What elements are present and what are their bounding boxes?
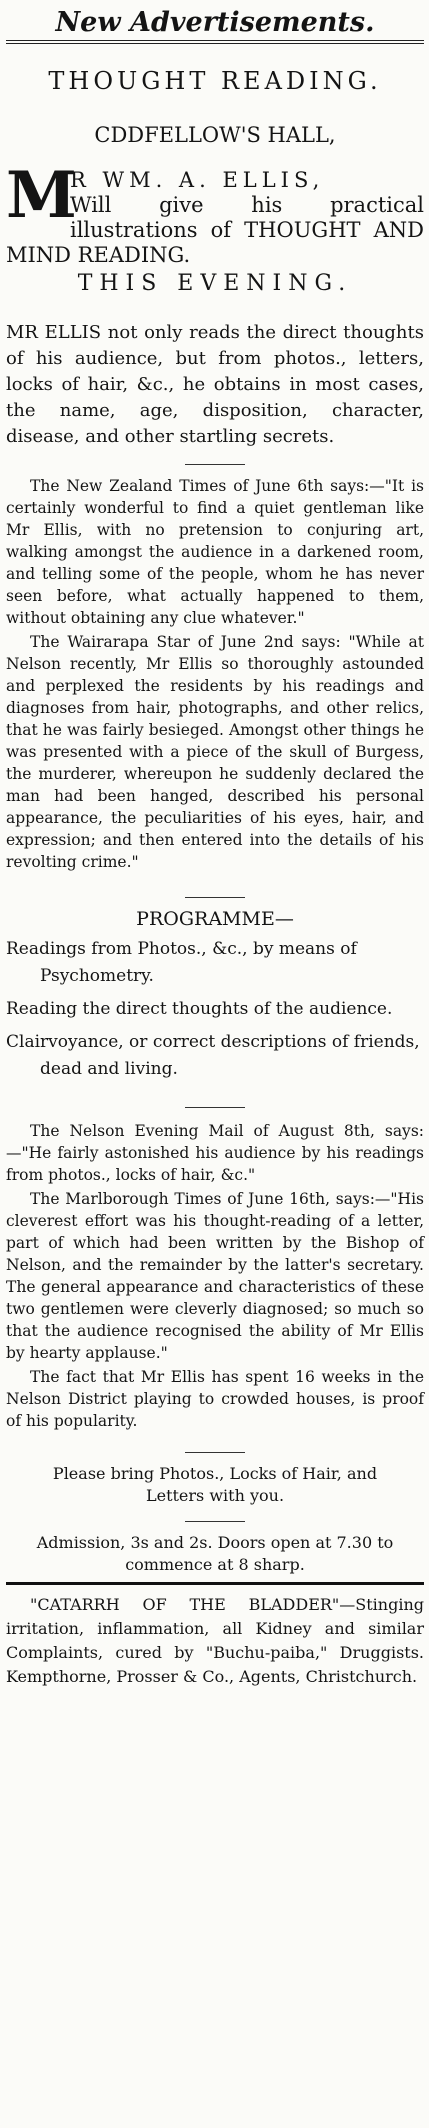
section-title: New Advertisements. xyxy=(55,7,375,38)
ad-intro: MR ELLIS not only reads the direct thoughts of his audience, but from photos., letters, locks of hair, &c., he obtains in most cases, the name, age, disposition, character, disease, and other startling secrets. xyxy=(6,322,424,447)
admission-note: Admission, 3s and 2s. Doors open at 7.30 to commence at 8 sharp. xyxy=(36,1533,394,1574)
short-rule xyxy=(185,464,245,465)
short-rule xyxy=(185,1521,245,1522)
programme-item: Clairvoyance, or correct descriptions of friends, dead and living. xyxy=(6,1032,420,1079)
popularity-note: The fact that Mr Ellis has spent 16 weeks in the Nelson District playing to crowded houses, is proof of his popularity. xyxy=(6,1368,424,1430)
short-rule xyxy=(185,1452,245,1453)
lead-description: Will give his practical illustrations of THOUGHT AND MIND READING. xyxy=(6,193,424,267)
lead-evening: THIS EVENING. xyxy=(77,271,353,296)
programme-item: Reading the direct thoughts of the audience. xyxy=(6,999,393,1019)
quote-nz-times: The New Zealand Times of June 6th says:—"It is certainly wonderful to find a quiet gentleman like Mr Ellis, with no pretension to conjuring art, walking amongst the audience in a darkened room, and telling some of the people, whom he has never seen before, what actually happened to them, without obtaining any clue whatever." xyxy=(6,477,424,627)
ad-separator xyxy=(6,1582,424,1585)
bring-items-note: Please bring Photos., Locks of Hair, and Letters with you. xyxy=(52,1464,378,1505)
ad-lead xyxy=(6,158,424,298)
programme-item: Readings from Photos., &c., by means of Psychometry. xyxy=(6,939,357,986)
short-rule xyxy=(185,897,245,898)
newspaper-column xyxy=(6,0,424,1689)
dropcap: M xyxy=(6,158,77,233)
quote-marlborough-times: The Marlborough Times of June 16th, says:—"His cleverest effort was his thought-reading of a letter, part of which had been written by the Bishop of Nelson, and the remainder by the latter's secretary. The general appearance and characteristics of these two gentlemen were cleverly diagnosed; so much so that the audience recognised the ability of Mr Ellis by hearty applause." xyxy=(6,1190,424,1362)
short-rule xyxy=(185,1107,245,1108)
programme-title: PROGRAMME— xyxy=(136,908,294,930)
programme-list xyxy=(6,936,424,1083)
bladder-advert: "CATARRH OF THE BLADDER"—Stinging irritation, inflammation, all Kidney and similar Complaints, cured by "Buchu-paiba," Druggists. Kempthorne, Prosser & Co., Agents, Christchurch. xyxy=(6,1595,424,1686)
ad-venue: CDDFELLOW'S HALL, xyxy=(94,123,336,147)
lead-name: R WM. A. ELLIS, xyxy=(70,168,325,192)
quote-nelson-mail: The Nelson Evening Mail of August 8th, says:—"He fairly astonished his audience by his readings from photos., locks of hair, &c." xyxy=(6,1122,424,1184)
title-rule xyxy=(6,40,424,44)
ad-heading: THOUGHT READING. xyxy=(48,67,382,95)
quote-wairarapa-star: The Wairarapa Star of June 2nd says: "While at Nelson recently, Mr Ellis so thoroughly astounded and perplexed the residents by his readings and diagnoses from hair, photographs, and other relics, that he was fairly besieged. Amongst other things he was presented with a piece of the skull of Burgess, the murderer, whereupon he suddenly declared the man had been hanged, described his personal appearance, the peculiarities of his eyes, hair, and expression; and then entered into the details of his revolting crime." xyxy=(6,633,424,871)
